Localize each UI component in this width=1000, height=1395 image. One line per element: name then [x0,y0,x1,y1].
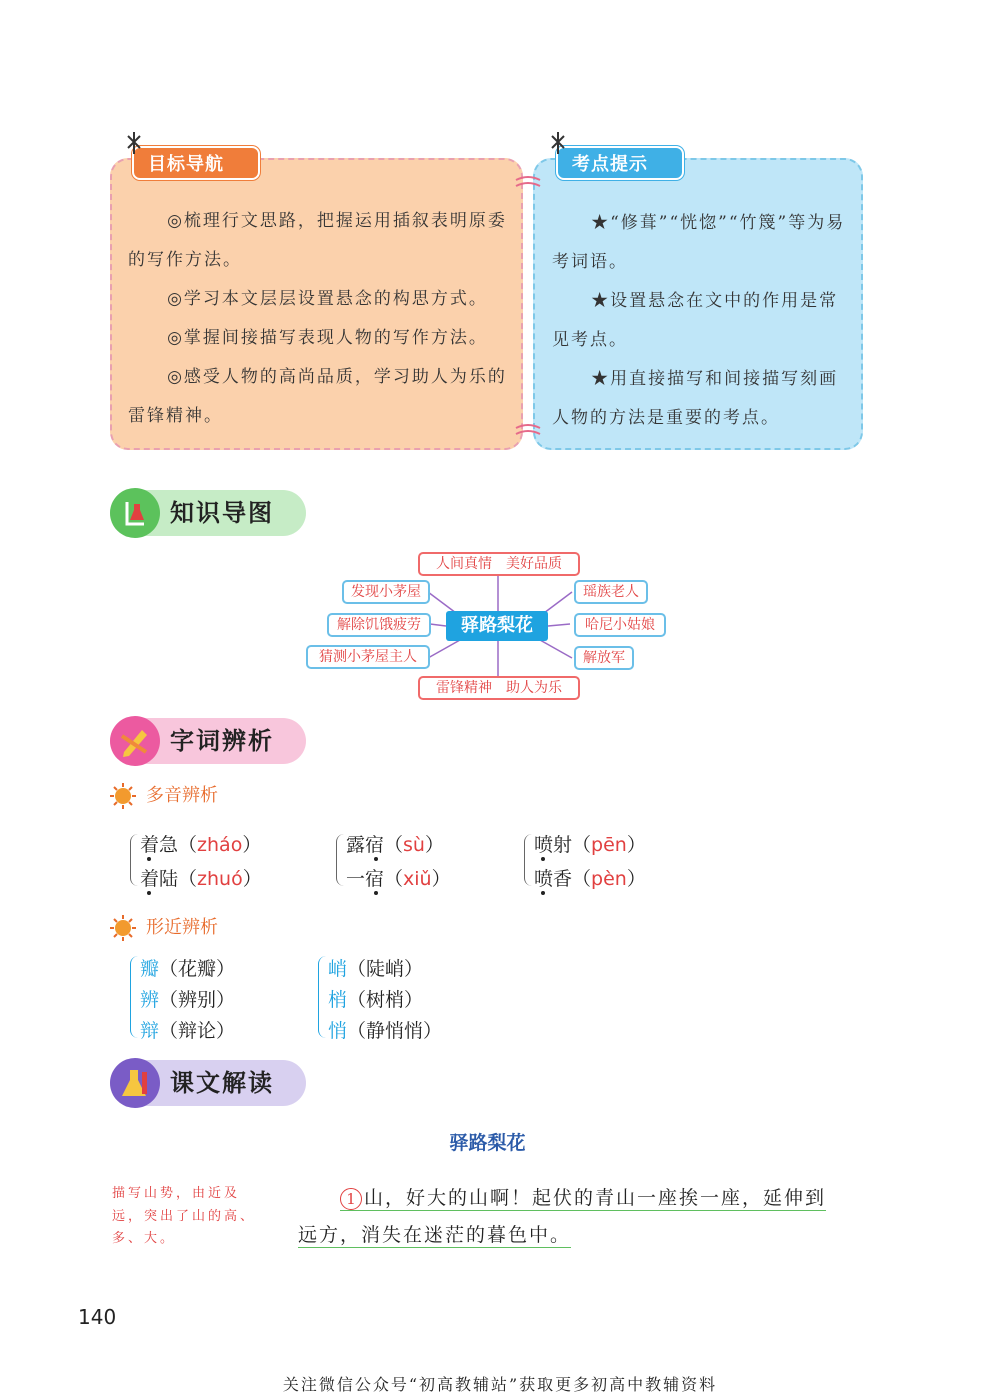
margin-annotation: 描写山势，由近及远，突出了山的高、多、大。 [112,1186,257,1246]
polyphone-item: 露宿（sù） [346,834,444,856]
clip-icon [124,130,144,156]
paragraph: 1 山，好大的山啊！起伏的青山一座挨一座，延伸到 远方，消失在迷茫的暮色中。 [298,1187,827,1246]
brace [524,834,533,886]
objectives-panel [110,158,523,450]
reading-header [110,1060,306,1106]
emphasis-dot [374,891,378,895]
knowledge-map-header [110,490,306,536]
brace [130,834,139,886]
brace [130,956,139,1038]
objective-item: ◎梳理行文思路，把握运用插叙表明原委的写作方法。 [128,211,507,270]
key-points-panel [533,158,863,450]
similar-item: 梢（树梢） [328,989,424,1011]
sun-icon [110,783,136,809]
mind-map-left-item: 猜测小茅屋主人 [306,645,430,669]
similar-item: 悄（静悄悄） [328,1020,443,1042]
similar-item: 辩（辩论） [140,1020,236,1042]
lab-icon [110,488,160,538]
objectives-tag: 目标导航 [132,146,260,180]
key-points-tag: 考点提示 [556,146,684,180]
emphasis-dot [147,857,151,861]
similar-item: 峭（陡峭） [328,958,424,980]
emphasis-dot [541,857,545,861]
clip-icon [548,130,568,156]
mind-map-right-item: 瑶族老人 [574,580,648,604]
similar-item: 辨（辨别） [140,989,236,1011]
brace [336,834,345,886]
polyphone-title: 多音辨析 [146,785,218,806]
word-analysis-title: 字词辨析 [170,727,274,755]
key-point-item: ★设置悬念在文中的作用是常见考点。 [552,291,839,350]
objective-item: ◎掌握间接描写表现人物的写作方法。 [167,328,488,348]
polyphone-subheader [110,782,218,810]
similar-subheader [110,914,218,942]
sun-icon [110,915,136,941]
chain-link-icon [514,422,542,440]
objective-item: ◎学习本文层层设置悬念的构思方式。 [167,289,488,309]
mind-map-right-item: 解放军 [574,646,634,670]
mind-map-left-item: 发现小茅屋 [342,580,430,604]
emphasis-dot [147,891,151,895]
mind-map-top: 人间真情 美好品质 [418,552,580,576]
word-analysis-header [110,718,306,764]
polyphone-item: 着急（zháo） [140,834,262,856]
reading-title: 课文解读 [170,1069,274,1097]
chain-link-icon [514,174,542,192]
brace [318,956,327,1038]
polyphone-item: 喷香（pèn） [534,868,646,890]
pencil-icon [110,716,160,766]
similar-item: 瓣（花瓣） [140,958,236,980]
mind-map-right-item: 哈尼小姑娘 [574,613,666,637]
polyphone-item: 喷射（pēn） [534,834,646,856]
mind-map-bottom: 雷锋精神 助人为乐 [418,676,580,700]
mind-map-center: 驿路梨花 [446,611,548,641]
paragraph-number: 1 [340,1188,362,1210]
key-point-item: ★“修葺”“恍惚”“竹篾”等为易考词语。 [552,213,846,272]
footer-note: 关注微信公众号“初高教辅站”获取更多初高中教辅资料 [282,1375,718,1394]
polyphone-item: 着陆（zhuó） [140,868,262,890]
objective-item: ◎感受人物的高尚品质，学习助人为乐的雷锋精神。 [128,367,507,426]
polyphone-item: 一宿（xiǔ） [346,868,451,890]
mind-map-left-item: 解除饥饿疲劳 [327,613,431,637]
key-point-item: ★用直接描写和间接描写刻画人物的方法是重要的考点。 [552,369,839,428]
knowledge-map-title: 知识导图 [170,499,274,527]
emphasis-dot [541,891,545,895]
page-number: 140 [78,1305,117,1329]
flask-icon [110,1058,160,1108]
article-title: 驿路梨花 [449,1132,526,1154]
similar-title: 形近辨析 [146,917,218,938]
emphasis-dot [374,857,378,861]
